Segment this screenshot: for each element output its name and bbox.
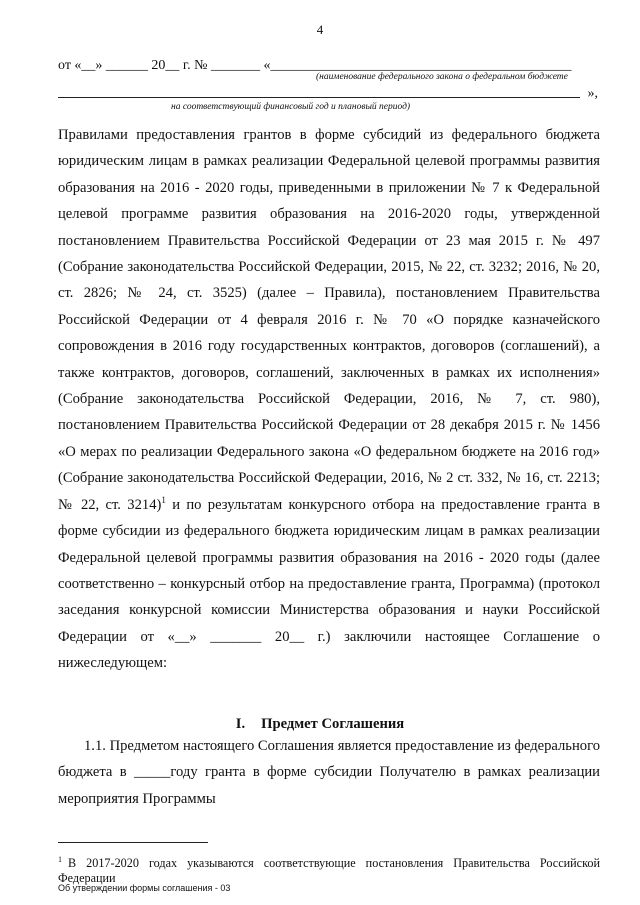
document-code: Об утверждении формы соглашения - 03 [58,883,231,893]
preamble-text-part2: и по результатам конкурсного отбора на предоставление гранта в форме субсидии из федерального бюджета юридическим лицам в рамках реализации Федеральной целевой программы развития образования на 2016 - 2020 годы (далее соответственно – конкурсный отбор на предоставление гранта, Программа) (протокол заседания конкурсной комиссии Министерства образования и науки Российской Федерации от «__» _______ 20__ г.) заключили настоящее Соглашение о нижеследующем: [58,496,600,672]
law-name-fill-line [58,86,598,102]
preamble-paragraph [58,122,600,677]
closing-quote: », [587,86,598,101]
section-title: Предмет Соглашения [261,716,405,732]
section-number: I. [235,716,246,732]
footnote-reference: 1 [161,494,166,505]
period-caption: на соответствующий финансовый год и плановый период) [171,102,411,112]
clause-1-1: 1.1. Предметом настоящего Соглашения является предоставление из федерального бюджета в _____году гранта в форме субсидии Получателю в рамках реализации мероприятия Программы [58,738,600,807]
footnote-text: В 2017-2020 годах указываются соответствующие постановления Правительства Российской Федерации [58,856,600,886]
agreement-date-number-line: от «__» ______ 20__ г. № _______ «___________________________________________ [58,58,572,73]
page-number: 4 [316,22,324,37]
fill-underline [58,97,580,98]
footnote-mark: 1 [58,855,62,864]
section-heading [0,716,640,733]
footnote-separator [58,842,208,843]
law-name-caption: (наименование федерального закона о федеральном бюджете [316,72,568,82]
footnote [58,852,600,886]
preamble-text-part1: Правилами предоставления грантов в форме субсидий из федерального бюджета юридическим лицам в рамках реализации Федеральной целевой программы развития образования на 2016 - 2020 годы, приведенными в приложении № 7 к Федеральной целевой программе развития образования на 2016-2020 годы, утвержденной постановлением Правительства Российской Федерации от 23 мая 2015 г. № 497 (Собрание законодательства Российской Федерации, 2015, № 22, ст. 3232; 2016, № 20, ст. 2826; № 24, ст. 3525) (далее – Правила), постановлением Правительства Российской Федерации от 4 февраля 2016 г. № 70 «О порядке казначейского сопровождения в 2016 году государственных контрактов, договоров (соглашений), а также контрактов, договоров, соглашений, заключенных в рамках их исполнения» (Собрание законодательства Российской Федерации, 2016, № 7, ст. 980), постановлением Правительства Российской Федерации от 28 декабря 2015 г. № 1456 «О мерах по реализации Федерального закона «О федеральном бюджете на 2016 год» (Собрание законодательства Российской Федерации, 2016, № 2 ст. 332, № 16, ст. 2213; № 22, ст. 3214) [58,127,600,513]
